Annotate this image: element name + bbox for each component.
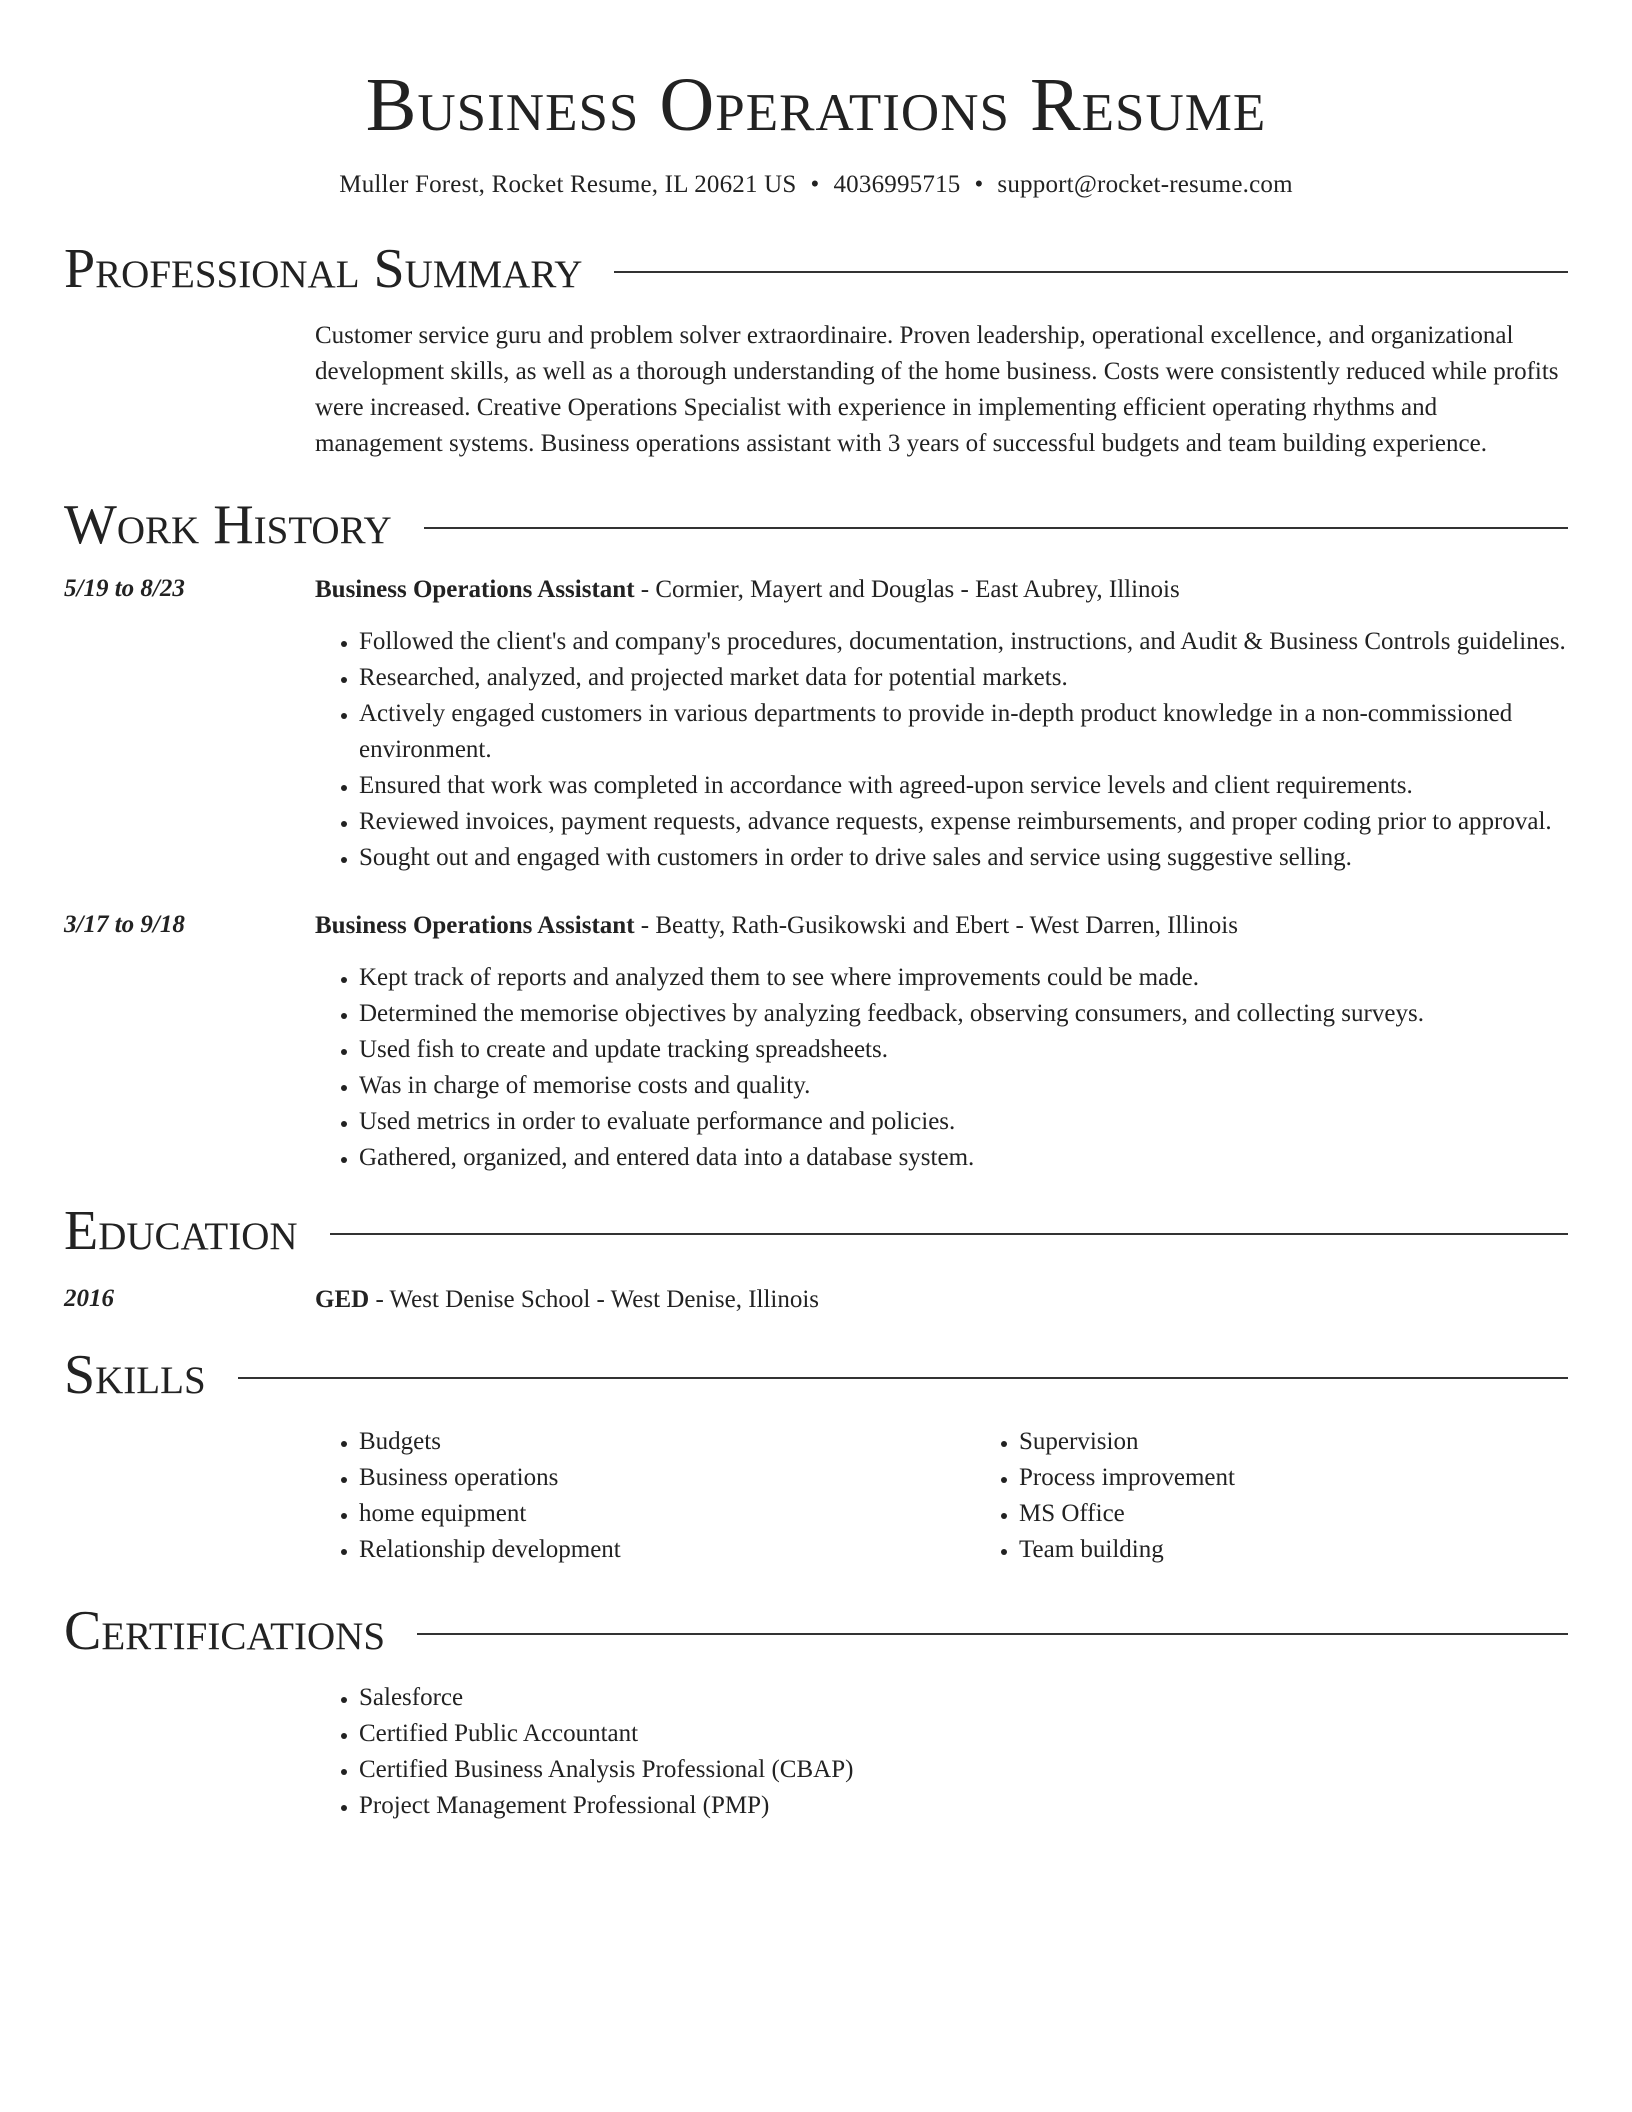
summary-row [64,318,1568,462]
list-item: • home equipment [359,1496,975,1532]
skills-list-right [975,1424,1632,1568]
skills-list-left [315,1424,975,1568]
certifications-list [315,1680,1568,1824]
list-item: • Ensured that work was completed in accordance with agreed-upon service levels and client requirements. [359,768,1568,804]
job-entry-1 [64,572,1568,876]
job-employer: - Cormier, Mayert and Douglas - East Aubrey, Illinois [634,576,1180,603]
list-item: • Researched, analyzed, and projected market data for potential markets. [359,660,1568,696]
list-item: • Kept track of reports and analyzed them to see where improvements could be made. [359,960,1568,996]
contact-separator: • [810,171,820,198]
summary-section-heading [64,236,1568,302]
job-dates: 5/19 to 8/23 [64,575,185,602]
section-divider [238,1377,1568,1379]
list-item: • Budgets [359,1424,975,1460]
job-title: Business Operations Assistant [315,912,635,939]
list-item: • Certified Public Accountant [359,1716,1568,1752]
job-bullets [315,960,1568,1176]
list-item: • Team building [1019,1532,1632,1568]
list-item: • Business operations [359,1460,975,1496]
contact-phone: 4036995715 [833,171,961,198]
job-employer: - Beatty, Rath-Gusikowski and Ebert - West Darren, Illinois [634,912,1238,939]
list-item: • Determined the memorise objectives by analyzing feedback, observing consumers, and collecting surveys. [359,996,1568,1032]
education-school: - West Denise School - West Denise, Illinois [369,1286,820,1313]
education-year: 2016 [64,1285,114,1312]
contact-separator: • [974,171,984,198]
work-heading: Work History [64,494,392,556]
section-divider [417,1633,1568,1635]
list-item: • Relationship development [359,1532,975,1568]
skills-heading: Skills [64,1344,206,1406]
job-bullets [315,624,1568,876]
section-divider [330,1233,1568,1235]
list-item: • Was in charge of memorise costs and quality. [359,1068,1568,1104]
education-section-heading [64,1198,1568,1264]
contact-email: support@rocket-resume.com [997,171,1293,198]
list-item: • Followed the client's and company's procedures, documentation, instructions, and Audit & Business Controls guidelines. [359,624,1568,660]
list-item: • Reviewed invoices, payment requests, advance requests, expense reimbursements, and proper coding prior to approval. [359,804,1568,840]
education-heading: Education [64,1200,298,1262]
section-divider [614,271,1568,273]
list-item: • Gathered, organized, and entered data into a database system. [359,1140,1568,1176]
list-item: • Actively engaged customers in various departments to provide in-depth product knowledge in a non-commissioned environment. [359,696,1568,768]
certifications-section-heading [64,1598,1568,1664]
summary-heading: Professional Summary [64,238,583,300]
contact-address: Muller Forest, Rocket Resume, IL 20621 US [339,171,797,198]
job-entry-2 [64,908,1568,1176]
work-section-heading [64,492,1568,558]
list-item: • Salesforce [359,1680,1568,1716]
list-item: • Project Management Professional (PMP) [359,1788,1568,1824]
list-item: • MS Office [1019,1496,1632,1532]
list-item: • Sought out and engaged with customers in order to drive sales and service using suggestive selling. [359,840,1568,876]
skills-row [64,1424,1568,1568]
list-item: • Certified Business Analysis Professional (CBAP) [359,1752,1568,1788]
education-entry [64,1282,1568,1318]
summary-text: Customer service guru and problem solver extraordinaire. Proven leadership, operational excellence, and organizational development skills, as well as a thorough understanding of the home business. Costs were consistently reduced while profits were increased. Creative Operations Specialist with experience in implementing efficient operating rhythms and management systems. Business operations assistant with 3 years of successful budgets and team building experience. [315,322,1559,457]
contact-line [64,168,1568,202]
resume-title: Business Operations Resume [365,63,1267,147]
list-item: • Used fish to create and update tracking spreadsheets. [359,1032,1568,1068]
list-item: • Used metrics in order to evaluate performance and policies. [359,1104,1568,1140]
list-item: • Supervision [1019,1424,1632,1460]
skills-columns [315,1424,1632,1568]
job-heading [315,572,1568,608]
certifications-heading: Certifications [64,1600,386,1662]
job-dates: 3/17 to 9/18 [64,911,185,938]
list-item: • Process improvement [1019,1460,1632,1496]
certifications-row [64,1680,1568,1824]
education-degree: GED [315,1286,370,1313]
job-title: Business Operations Assistant [315,576,635,603]
resume-page [64,0,1568,1824]
job-heading [315,908,1568,944]
skills-section-heading [64,1342,1568,1408]
section-divider [424,527,1568,529]
